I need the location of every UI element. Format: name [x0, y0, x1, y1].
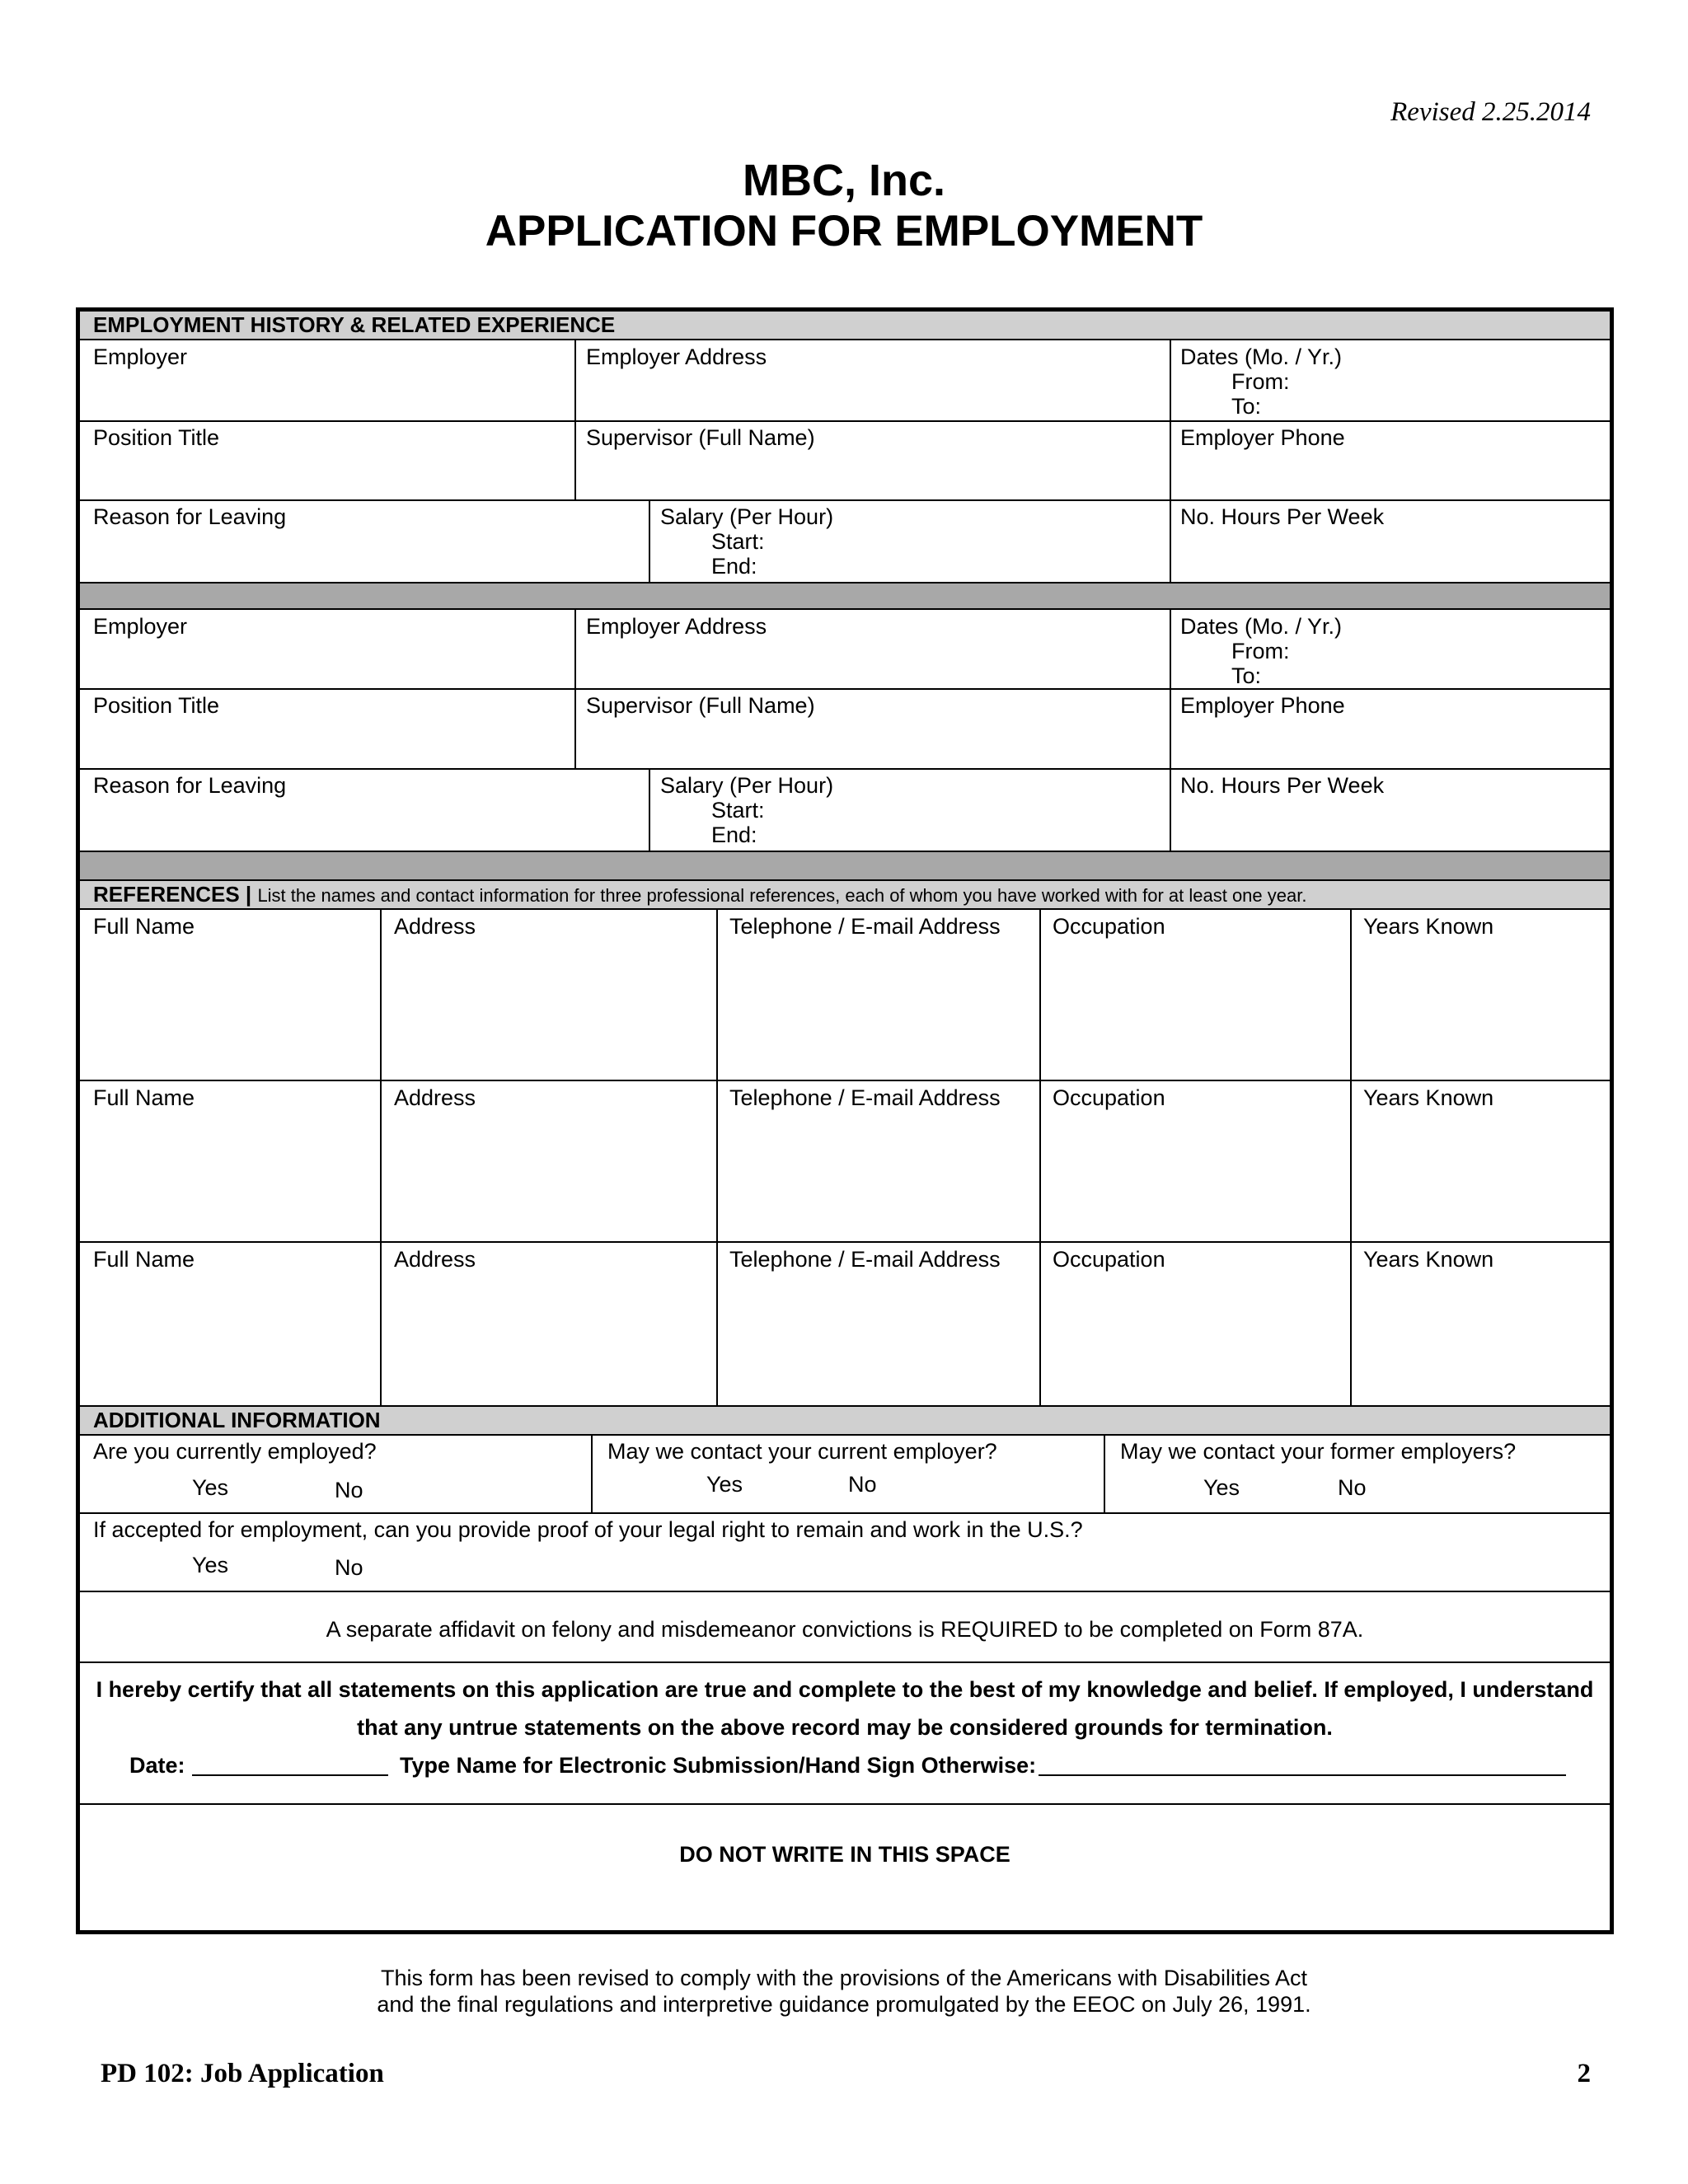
salary-end-label: End: — [711, 554, 757, 579]
reference-years-known-field[interactable]: Years Known — [1363, 914, 1494, 939]
question-label: May we contact your current employer? — [607, 1439, 997, 1464]
revision-date: Revised 2.25.2014 — [1390, 97, 1591, 127]
separator-band — [80, 583, 1610, 608]
reference-occupation-field[interactable]: Occupation — [1053, 1247, 1165, 1272]
employer-field[interactable]: Employer — [93, 344, 188, 369]
salary-end-label: End: — [711, 823, 757, 847]
reason-for-leaving-field[interactable]: Reason for Leaving — [93, 504, 287, 529]
divider — [80, 1661, 1610, 1663]
reference-address-field[interactable]: Address — [394, 1247, 476, 1272]
reference-years-known-field[interactable]: Years Known — [1363, 1085, 1494, 1110]
page-number: 2 — [1577, 2059, 1591, 2088]
divider — [591, 1434, 593, 1512]
reference-full-name-field[interactable]: Full Name — [93, 1085, 195, 1110]
references-section-title: REFERENCES | — [93, 882, 252, 907]
page-title: APPLICATION FOR EMPLOYMENT — [485, 207, 1203, 255]
dates-from-label: From: — [1231, 639, 1290, 663]
divider — [80, 768, 1610, 770]
divider — [80, 1241, 1610, 1243]
yes-option[interactable]: Yes — [1203, 1475, 1240, 1500]
divider — [1039, 908, 1041, 1405]
question-label: If accepted for employment, can you provide proof of your legal right to remain and work in the U.S.? — [93, 1517, 1083, 1542]
certify-line-1: I hereby certify that all statements on this application are true and complete to the best of my knowledge and belief. If employed, I understand — [96, 1677, 1594, 1702]
employer-phone-field[interactable]: Employer Phone — [1180, 693, 1345, 718]
reference-address-field[interactable]: Address — [394, 1085, 476, 1110]
divider — [80, 1080, 1610, 1081]
supervisor-field[interactable]: Supervisor (Full Name) — [586, 693, 815, 718]
salary-start-label: Start: — [711, 798, 765, 823]
divider — [80, 1803, 1610, 1805]
dates-field[interactable]: Dates (Mo. / Yr.) — [1180, 614, 1343, 639]
employer-address-field[interactable]: Employer Address — [586, 344, 767, 369]
reference-years-known-field[interactable]: Years Known — [1363, 1247, 1494, 1272]
signature-label: Type Name for Electronic Submission/Hand Sign Otherwise: — [400, 1753, 1037, 1778]
divider — [1350, 908, 1352, 1405]
references-instruction: List the names and contact information for three professional references, each of whom you have worked with for at least one year. — [257, 885, 1307, 906]
divider — [80, 499, 1610, 501]
divider — [716, 908, 718, 1405]
reference-full-name-field[interactable]: Full Name — [93, 914, 195, 939]
divider — [1104, 1434, 1105, 1512]
company-name: MBC, Inc. — [742, 156, 945, 205]
reference-occupation-field[interactable]: Occupation — [1053, 1085, 1165, 1110]
dates-from-label: From: — [1231, 369, 1290, 394]
salary-field[interactable]: Salary (Per Hour) — [660, 504, 834, 529]
dates-field[interactable]: Dates (Mo. / Yr.) — [1180, 344, 1343, 369]
employment-section-title: EMPLOYMENT HISTORY & RELATED EXPERIENCE — [93, 312, 616, 337]
office-use-notice: DO NOT WRITE IN THIS SPACE — [679, 1842, 1010, 1867]
reference-address-field[interactable]: Address — [394, 914, 476, 939]
signature-field[interactable] — [1039, 1753, 1566, 1776]
no-option[interactable]: No — [1338, 1475, 1367, 1500]
ada-line-1: This form has been revised to comply with the provisions of the Americans with Disabilities Act — [381, 1966, 1307, 1990]
employer-phone-field[interactable]: Employer Phone — [1180, 425, 1345, 450]
date-field[interactable] — [192, 1753, 388, 1776]
divider — [574, 608, 576, 768]
hours-per-week-field[interactable]: No. Hours Per Week — [1180, 504, 1385, 529]
no-option[interactable]: No — [848, 1472, 877, 1497]
divider — [80, 1591, 1610, 1592]
position-title-field[interactable]: Position Title — [93, 425, 220, 450]
no-option[interactable]: No — [335, 1555, 363, 1580]
date-label: Date: — [129, 1753, 185, 1778]
divider — [1170, 339, 1171, 582]
additional-section-title: ADDITIONAL INFORMATION — [93, 1408, 381, 1432]
dates-to-label: To: — [1231, 394, 1262, 419]
reference-full-name-field[interactable]: Full Name — [93, 1247, 195, 1272]
position-title-field[interactable]: Position Title — [93, 693, 220, 718]
reference-contact-field[interactable]: Telephone / E-mail Address — [729, 1247, 1001, 1272]
divider — [80, 420, 1610, 422]
divider — [80, 339, 1610, 340]
yes-option[interactable]: Yes — [192, 1475, 229, 1500]
reference-occupation-field[interactable]: Occupation — [1053, 914, 1165, 939]
divider — [80, 908, 1610, 910]
employer-address-field[interactable]: Employer Address — [586, 614, 767, 639]
divider — [574, 339, 576, 499]
dates-to-label: To: — [1231, 663, 1262, 688]
divider — [1170, 608, 1171, 851]
divider — [649, 499, 650, 582]
salary-field[interactable]: Salary (Per Hour) — [660, 773, 834, 798]
yes-option[interactable]: Yes — [192, 1553, 229, 1577]
divider — [80, 608, 1610, 610]
divider — [380, 908, 382, 1405]
form-name: PD 102: Job Application — [101, 2059, 384, 2088]
supervisor-field[interactable]: Supervisor (Full Name) — [586, 425, 815, 450]
divider — [649, 768, 650, 851]
divider — [80, 1512, 1610, 1514]
reference-contact-field[interactable]: Telephone / E-mail Address — [729, 914, 1001, 939]
employer-field[interactable]: Employer — [93, 614, 188, 639]
reference-contact-field[interactable]: Telephone / E-mail Address — [729, 1085, 1001, 1110]
certify-line-2: that any untrue statements on the above record may be considered grounds for termination. — [357, 1715, 1333, 1740]
divider — [80, 688, 1610, 690]
question-label: Are you currently employed? — [93, 1439, 377, 1464]
ada-compliance-note — [0, 1965, 1688, 2018]
ada-line-2: and the final regulations and interpretive guidance promulgated by the EEOC on July 26, 1991. — [377, 1992, 1311, 2017]
reason-for-leaving-field[interactable]: Reason for Leaving — [93, 773, 287, 798]
salary-start-label: Start: — [711, 529, 765, 554]
question-label: May we contact your former employers? — [1120, 1439, 1517, 1464]
affidavit-notice: A separate affidavit on felony and misdemeanor convictions is REQUIRED to be completed on Form 87A. — [326, 1617, 1364, 1642]
yes-option[interactable]: Yes — [706, 1472, 743, 1497]
divider — [80, 1434, 1610, 1436]
separator-band — [80, 852, 1610, 879]
application-form — [76, 307, 1614, 1934]
no-option[interactable]: No — [335, 1478, 363, 1502]
references-section-header — [93, 882, 1306, 908]
hours-per-week-field[interactable]: No. Hours Per Week — [1180, 773, 1385, 798]
